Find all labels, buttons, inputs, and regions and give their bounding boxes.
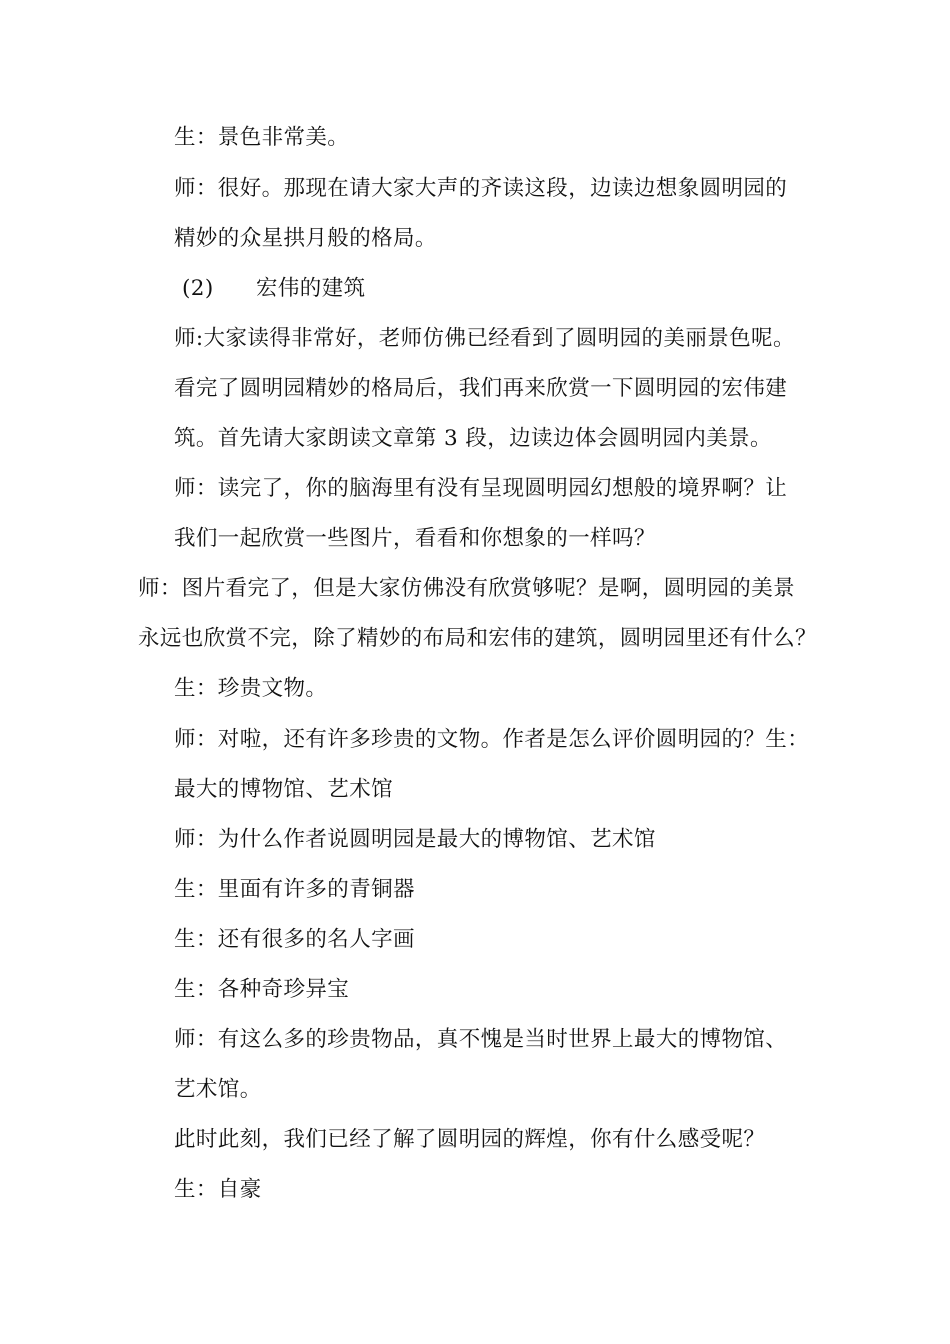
teacher-line-why-museum: 师：为什么作者说圆明园是最大的博物馆、艺术馆 [174, 827, 656, 852]
section-heading-number: (2) [182, 276, 214, 301]
text-line-art-gallery: 艺术馆。 [174, 1077, 262, 1102]
teacher-line-praise: 师:大家读得非常好，老师仿佛已经看到了圆明园的美丽景色呢。 [174, 326, 795, 351]
text-line-pictures: 我们一起欣赏一些图片，看看和你想象的一样吗？ [174, 526, 656, 551]
text-line-feelings: 此时此刻，我们已经了解了圆明园的辉煌，你有什么感受呢？ [174, 1127, 766, 1152]
text-line-architecture: 看完了圆明园精妙的格局后，我们再来欣赏一下圆明园的宏伟建 [174, 376, 788, 401]
student-line-scenery: 生：景色非常美。 [174, 125, 350, 150]
student-line-proud: 生：自豪 [174, 1177, 262, 1202]
section-heading-title: 宏伟的建筑 [256, 276, 366, 301]
teacher-line-pictures-done: 师：图片看完了，但是大家仿佛没有欣赏够呢？是啊，圆明园的美景 [138, 576, 796, 601]
teacher-line-imagination: 师：读完了，你的脑海里有没有呈现圆明园幻想般的境界啊？让 [174, 476, 788, 501]
teacher-line-largest-museum: 师：有这么多的珍贵物品，真不愧是当时世界上最大的博物馆、 [174, 1027, 788, 1052]
teacher-line-evaluation: 师：对啦，还有许多珍贵的文物。作者是怎么评价圆明园的？生： [174, 727, 810, 752]
text-line-museum: 最大的博物馆、艺术馆 [174, 777, 394, 802]
student-line-bronze: 生：里面有许多的青铜器 [174, 877, 415, 902]
text-line-layout: 精妙的众星拱月般的格局。 [174, 226, 437, 251]
student-line-relics: 生：珍贵文物。 [174, 676, 328, 701]
teacher-line-read-aloud: 师：很好。那现在请大家大声的齐读这段，边读边想象圆明园的 [174, 176, 788, 201]
text-line-paragraph-3: 筑。首先请大家朗读文章第 3 段，边读边体会圆明园内美景。 [174, 426, 772, 451]
student-line-paintings: 生：还有很多的名人字画 [174, 927, 415, 952]
student-line-treasures: 生：各种奇珍异宝 [174, 977, 350, 1002]
text-line-what-else: 永远也欣赏不完，除了精妙的布局和宏伟的建筑，圆明园里还有什么？ [138, 626, 817, 651]
